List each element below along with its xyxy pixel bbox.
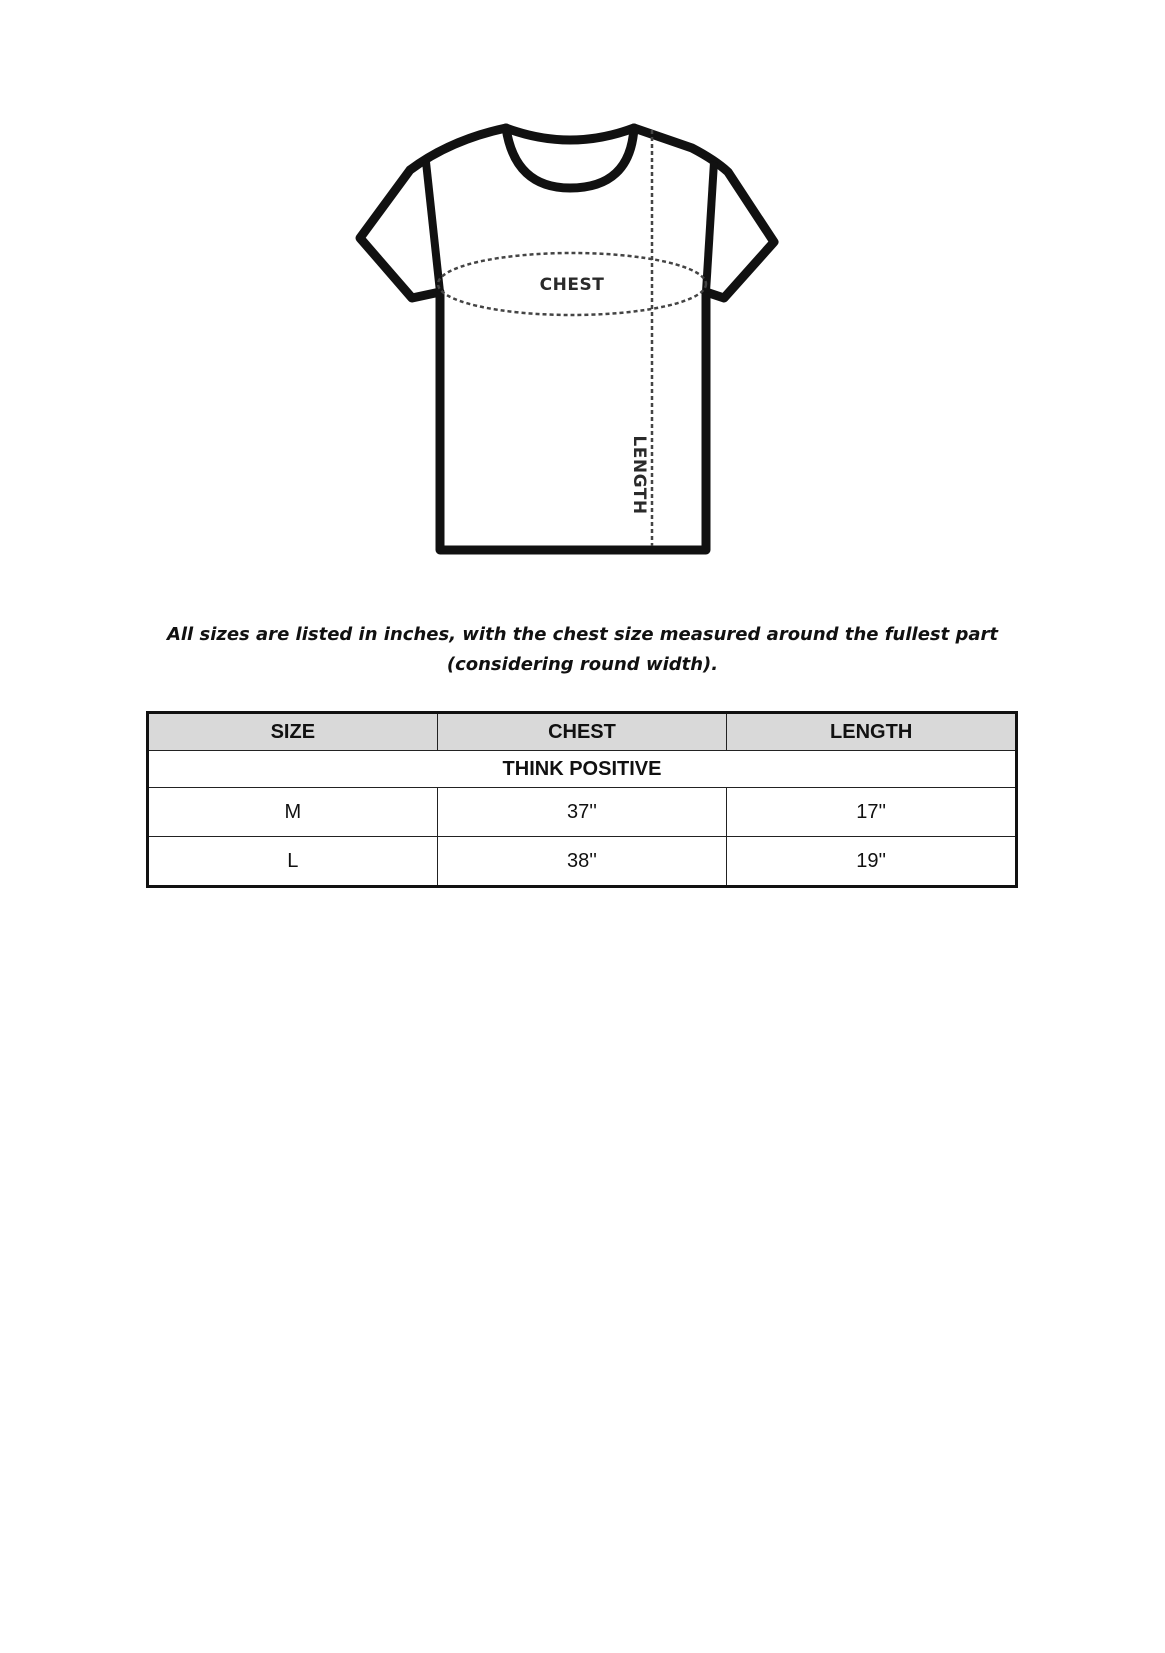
header-size: SIZE bbox=[148, 713, 438, 751]
header-chest: CHEST bbox=[437, 713, 727, 751]
cell-size: L bbox=[148, 837, 438, 887]
cell-length: 19'' bbox=[727, 837, 1017, 887]
cell-chest: 37'' bbox=[437, 788, 727, 837]
chest-label: CHEST bbox=[539, 275, 605, 295]
note-line-2: (considering round width). bbox=[446, 654, 719, 675]
size-chart-table bbox=[146, 711, 1018, 888]
length-label: LENGTH bbox=[629, 435, 649, 515]
table-group-row bbox=[148, 751, 1017, 788]
header-length: LENGTH bbox=[727, 713, 1017, 751]
table-header-row bbox=[148, 713, 1017, 751]
tshirt-measurement-diagram bbox=[340, 110, 820, 570]
cell-size: M bbox=[148, 788, 438, 837]
group-title: THINK POSITIVE bbox=[148, 751, 1017, 788]
tshirt-outline-icon bbox=[340, 110, 820, 570]
note-line-1: All sizes are listed in inches, with the chest size measured around the fullest part bbox=[166, 624, 999, 645]
table-row bbox=[148, 837, 1017, 887]
measurement-note bbox=[120, 620, 1045, 680]
cell-chest: 38'' bbox=[437, 837, 727, 887]
cell-length: 17'' bbox=[727, 788, 1017, 837]
table-row bbox=[148, 788, 1017, 837]
